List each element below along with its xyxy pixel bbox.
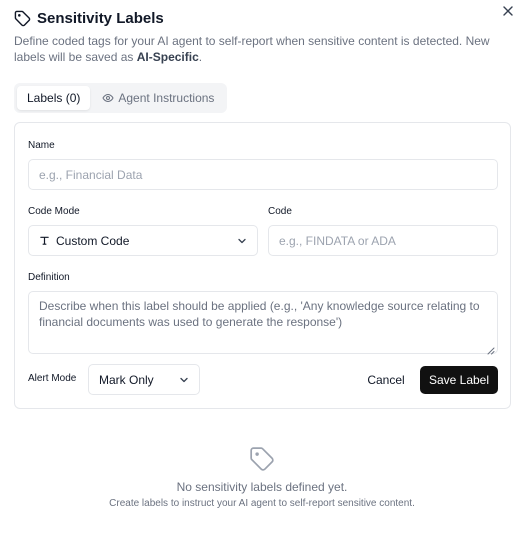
- name-label: Name: [28, 140, 55, 151]
- chevron-down-icon: [237, 236, 247, 246]
- tab-list: [14, 83, 227, 113]
- title-row: [14, 8, 504, 28]
- dialog-description: [14, 33, 504, 65]
- definition-placeholder: Describe when this label should be applied (e.g., 'Any knowledge source relating to financial documents was used to generate the response'): [39, 299, 480, 329]
- dialog-header: [14, 8, 504, 65]
- description-text: Define coded tags for your AI agent to self-report when sensitive content is detected. New labels will be saved as: [14, 34, 490, 64]
- empty-state-title: No sensitivity labels defined yet.: [176, 480, 348, 494]
- code-mode-value-wrap: [39, 234, 129, 248]
- code-placeholder: e.g., FINDATA or ADA: [279, 233, 396, 248]
- name-input[interactable]: [28, 159, 498, 190]
- tag-icon: [14, 10, 31, 27]
- alert-mode-value: Mark Only: [99, 372, 154, 387]
- cancel-button[interactable]: [360, 366, 412, 394]
- code-input[interactable]: [268, 225, 498, 256]
- tab-agent-instructions[interactable]: [92, 86, 224, 110]
- empty-state-subtitle: Create labels to instruct your AI agent to self-report sensitive content.: [109, 498, 415, 509]
- save-label-button-label: Save Label: [428, 373, 490, 387]
- cancel-button-label: Cancel: [367, 373, 405, 387]
- description-suffix: .: [198, 50, 203, 64]
- code-label: Code: [268, 206, 292, 217]
- alert-mode-label: Alert Mode: [28, 373, 77, 384]
- resize-handle-icon[interactable]: [487, 343, 495, 351]
- tab-agent-instructions-label: Agent Instructions: [118, 91, 215, 105]
- code-mode-select[interactable]: [28, 225, 258, 256]
- tag-icon: [249, 446, 275, 472]
- code-mode-label: Code Mode: [28, 206, 80, 217]
- eye-icon: [102, 92, 114, 104]
- definition-label: Definition: [28, 272, 70, 283]
- description-emphasis: AI-Specific: [136, 50, 199, 64]
- alert-mode-select[interactable]: [88, 364, 200, 395]
- label-form-card: [14, 122, 511, 409]
- definition-textarea[interactable]: [28, 291, 498, 354]
- text-type-icon: [39, 235, 50, 246]
- tab-labels[interactable]: [17, 86, 90, 110]
- chevron-down-icon: [179, 375, 189, 385]
- dialog-title: Sensitivity Labels: [37, 9, 164, 27]
- close-icon: [503, 3, 513, 21]
- save-label-button[interactable]: [420, 366, 498, 394]
- code-mode-value: Custom Code: [56, 233, 130, 248]
- name-placeholder: e.g., Financial Data: [39, 167, 143, 182]
- empty-state: [0, 446, 524, 509]
- tab-labels-label: Labels (0): [27, 91, 81, 105]
